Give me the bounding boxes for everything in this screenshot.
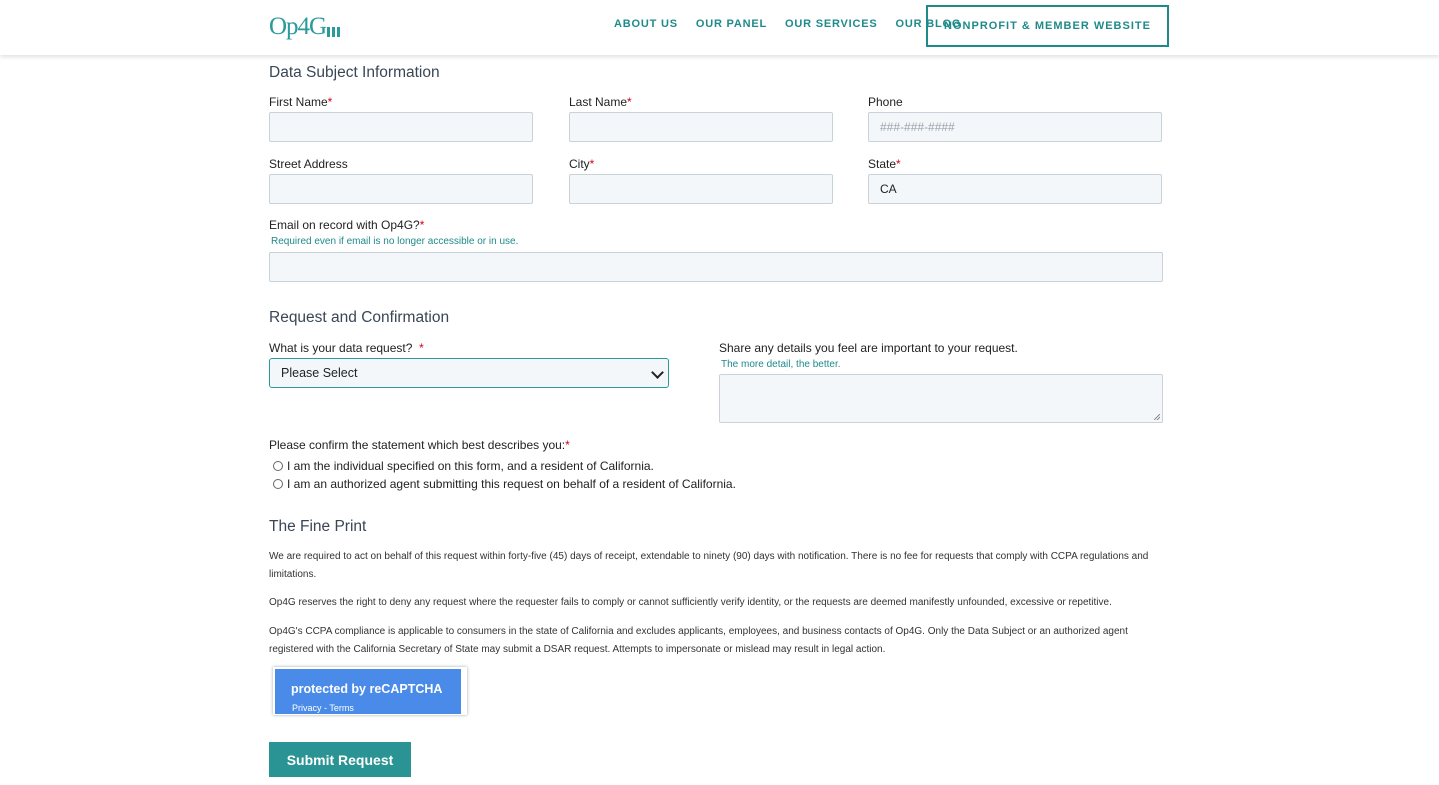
radio-button[interactable] (273, 461, 283, 471)
nav-our-panel[interactable]: OUR PANEL (695, 18, 768, 30)
details-hint: The more detail, the better. (721, 359, 841, 370)
email-hint: Required even if email is no longer accessible or in use. (271, 236, 519, 247)
first-name-label: First Name* (269, 95, 333, 109)
radio-button[interactable] (273, 479, 283, 489)
section-title-request: Request and Confirmation (269, 309, 450, 326)
first-name-field[interactable] (269, 112, 533, 142)
nonprofit-member-website-button[interactable]: NONPROFIT & MEMBER WEBSITE (926, 5, 1169, 47)
recaptcha-terms-link[interactable]: Terms (329, 703, 354, 713)
details-textarea[interactable] (719, 374, 1163, 423)
fine-print-paragraph: We are required to act on behalf of this request within forty-five (45) days of receipt, extendable to ninety (90) days with notification. There is no fee for requests that comply with CCPA regulations and limitations. (269, 551, 1149, 580)
city-field[interactable] (569, 174, 833, 204)
recaptcha-links (292, 703, 354, 713)
email-field[interactable] (269, 252, 1163, 282)
logo-bars-icon (327, 27, 341, 37)
radio-option-agent[interactable] (273, 477, 736, 491)
radio-option-individual[interactable] (273, 459, 654, 473)
submit-request-button[interactable]: Submit Request (269, 742, 411, 777)
radio-label: I am an authorized agent submitting this request on behalf of a resident of California. (287, 477, 736, 491)
fine-print-paragraph: Op4G's CCPA compliance is applicable to consumers in the state of California and excludes applicants, employees, and business contacts of Op4G. Only the Data Subject or an authorized agent registered with the California Secretary of State may submit a DSAR request. Attempts to impersonate or mislead may result in legal action. (269, 626, 1128, 655)
state-field[interactable] (868, 174, 1162, 204)
state-label: State* (868, 157, 901, 171)
phone-field[interactable] (868, 112, 1162, 142)
recaptcha-privacy-link[interactable]: Privacy (292, 703, 322, 713)
recaptcha-badge (273, 667, 467, 715)
recaptcha-panel (275, 669, 461, 714)
fine-print-paragraph: Op4G reserves the right to deny any request where the requester fails to comply or cannot sufficiently verify identity, or the requests are deemed manifestly unfounded, excessive or repetitive. (269, 597, 1112, 608)
op4g-logo[interactable] (269, 12, 341, 40)
chevron-down-icon (651, 366, 664, 379)
select-value: Please Select (281, 366, 358, 380)
nav-about-us[interactable]: ABOUT US (614, 18, 678, 30)
street-address-field[interactable] (269, 174, 533, 204)
section-title-data-subject: Data Subject Information (269, 64, 440, 81)
phone-label: Phone (868, 95, 903, 109)
details-label: Share any details you feel are important to your request. (719, 341, 1018, 355)
confirm-label: Please confirm the statement which best describes you:* (269, 438, 570, 452)
city-label: City* (569, 157, 595, 171)
main-nav (614, 18, 979, 30)
nav-our-services[interactable]: OUR SERVICES (785, 18, 878, 30)
street-address-label: Street Address (269, 157, 348, 171)
radio-label: I am the individual specified on this form, and a resident of California. (287, 459, 654, 473)
logo-text: Op4G (269, 13, 327, 40)
last-name-field[interactable] (569, 112, 833, 142)
data-request-select[interactable] (269, 358, 669, 388)
data-request-label: What is your data request? * (269, 341, 424, 355)
recaptcha-title: protected by reCAPTCHA (291, 682, 443, 696)
resize-handle-icon[interactable] (1154, 414, 1160, 420)
section-title-fine-print: The Fine Print (269, 518, 367, 535)
site-header (0, 0, 1439, 55)
last-name-label: Last Name* (569, 95, 632, 109)
email-label: Email on record with Op4G?* (269, 218, 425, 232)
nav-our-blog[interactable]: OUR BLOG (895, 18, 962, 30)
link-separator: - (321, 703, 330, 713)
